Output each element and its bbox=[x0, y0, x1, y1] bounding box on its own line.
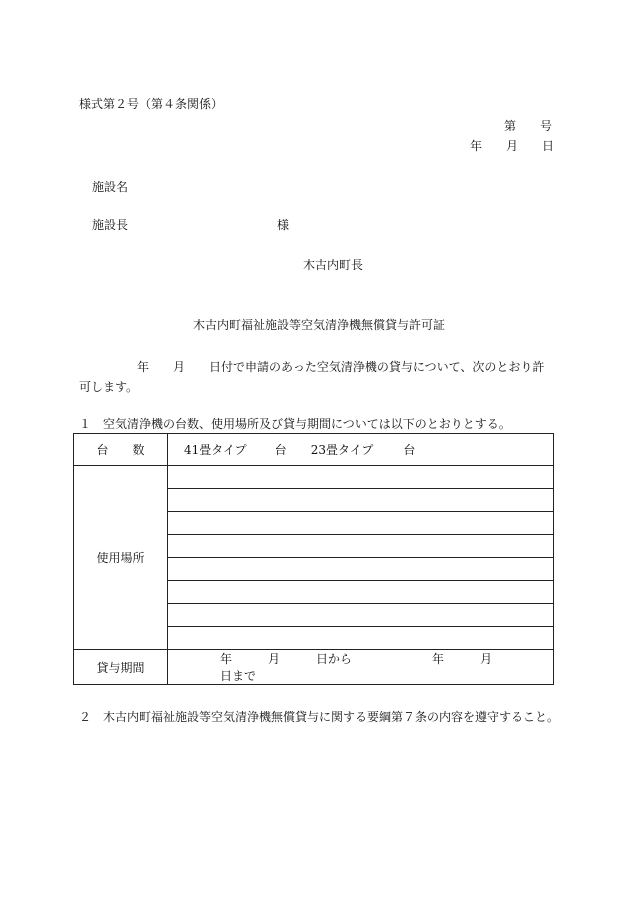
count-type-2: 23畳タイプ bbox=[310, 443, 374, 457]
document-number: 第 号 bbox=[504, 119, 553, 133]
document-date: 年 月 日 bbox=[470, 139, 555, 153]
period-month-2: 月 bbox=[480, 652, 493, 666]
facility-name-label: 施設名 bbox=[92, 180, 129, 194]
period-cell bbox=[168, 650, 554, 685]
place-line bbox=[168, 535, 554, 558]
lending-table bbox=[73, 433, 554, 685]
table-row-place bbox=[74, 466, 554, 489]
period-month-1: 月 bbox=[268, 652, 281, 666]
honorific: 様 bbox=[277, 218, 290, 232]
document-title: 木古内町福祉施設等空気清浄機無償貸与許可証 bbox=[193, 318, 446, 332]
body-text bbox=[79, 357, 551, 397]
body-text-content: 年 月 日付で申請のあった空気清浄機の貸与について、次のとおり許可します。 bbox=[79, 360, 545, 394]
issuer: 木古内町長 bbox=[303, 258, 364, 272]
count-cell bbox=[168, 434, 554, 466]
count-label: 台 数 bbox=[74, 434, 168, 466]
item-2: ２ 木古内町福祉施設等空気清浄機無償貸与に関する要綱第７条の内容を遵守すること。 bbox=[79, 710, 560, 724]
count-type-1: 41畳タイプ bbox=[184, 443, 247, 457]
table-row-period bbox=[74, 650, 554, 685]
table-row-count bbox=[74, 434, 554, 466]
place-line bbox=[168, 466, 554, 489]
period-day-2: 日まで bbox=[220, 669, 257, 683]
period-year-1: 年 bbox=[220, 652, 233, 666]
place-line bbox=[168, 604, 554, 627]
period-label: 貸与期間 bbox=[74, 650, 168, 685]
place-label: 使用場所 bbox=[74, 466, 168, 650]
period-day-1: 日から bbox=[316, 652, 353, 666]
form-number: 様式第２号（第４条関係） bbox=[79, 97, 224, 111]
place-line bbox=[168, 489, 554, 512]
count-unit-1: 台 bbox=[274, 443, 287, 457]
period-year-2: 年 bbox=[432, 652, 445, 666]
place-line bbox=[168, 581, 554, 604]
place-line bbox=[168, 627, 554, 650]
item-1: １ 空気清浄機の台数、使用場所及び貸与期間については以下のとおりとする。 bbox=[79, 417, 511, 431]
place-line bbox=[168, 558, 554, 581]
facility-head-label: 施設長 bbox=[92, 218, 129, 232]
place-line bbox=[168, 512, 554, 535]
count-unit-2: 台 bbox=[403, 443, 416, 457]
